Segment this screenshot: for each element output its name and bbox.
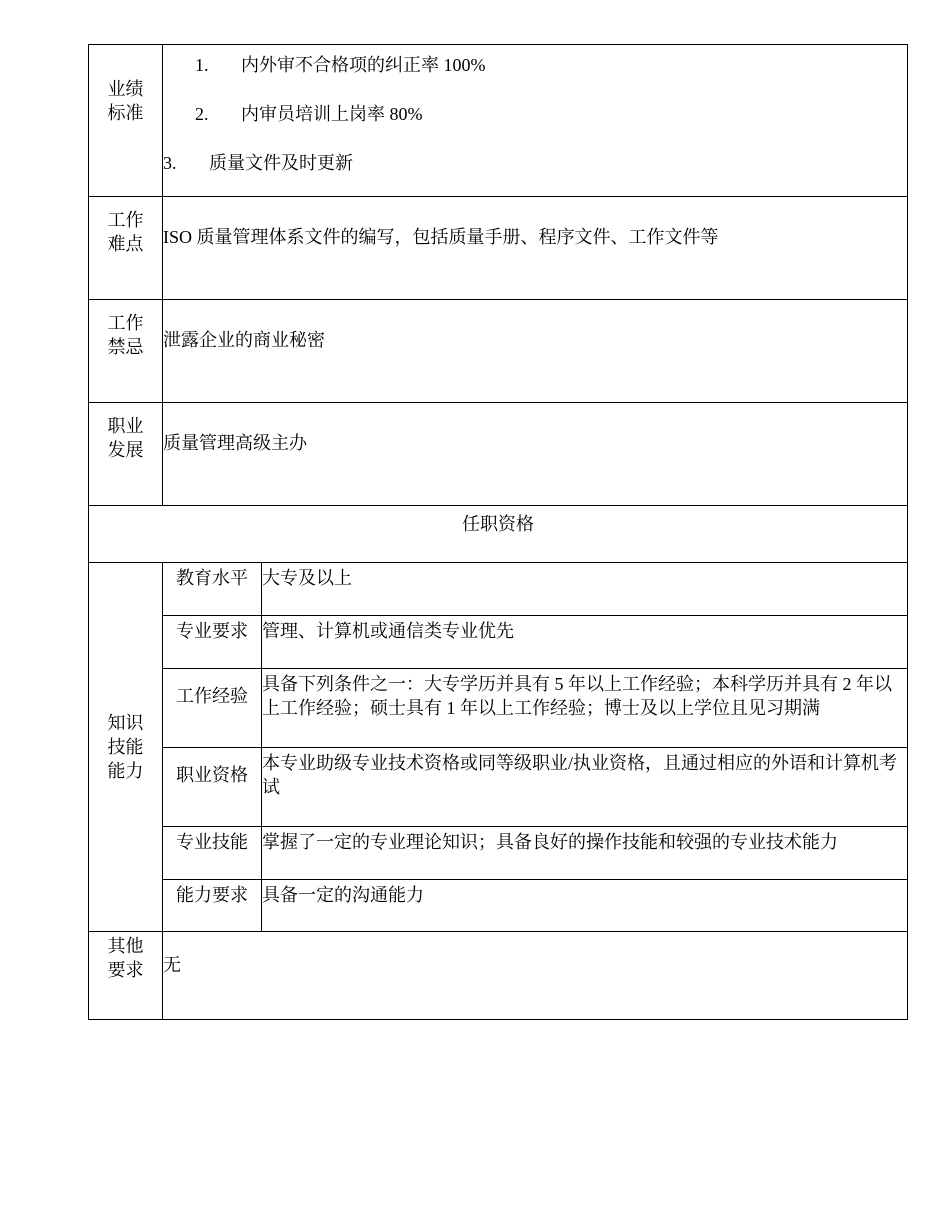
- qualifications-title-row: [89, 506, 908, 563]
- other-text: 无: [163, 932, 908, 1020]
- taboo-label: [89, 300, 163, 403]
- performance-item-num: 3.: [163, 153, 177, 173]
- taboo-label-line1: 工作: [107, 313, 144, 333]
- performance-row: [89, 45, 908, 197]
- qualification-row: [89, 669, 908, 748]
- performance-item-text: 质量文件及时更新: [209, 153, 353, 173]
- qualification-row: [89, 563, 908, 616]
- difficulty-label: [89, 197, 163, 300]
- qualification-row: [89, 748, 908, 827]
- performance-item: [163, 98, 907, 147]
- knowledge-label-line3: 能力: [107, 761, 144, 781]
- qualification-label: 能力要求: [163, 880, 262, 932]
- performance-label-line2: 标准: [107, 103, 144, 123]
- other-label: [89, 932, 163, 1020]
- qualification-value: 大专及以上: [262, 563, 908, 616]
- taboo-text: 泄露企业的商业秘密: [163, 300, 908, 403]
- career-row: [89, 403, 908, 506]
- other-label-line2: 要求: [107, 960, 144, 980]
- qualification-value: 掌握了一定的专业理论知识；具备良好的操作技能和较强的专业技术能力: [262, 827, 908, 880]
- qualification-value: 管理、计算机或通信类专业优先: [262, 616, 908, 669]
- qualification-value: 具备一定的沟通能力: [262, 880, 908, 932]
- qualifications-title: 任职资格: [89, 506, 908, 563]
- performance-item-num: 1.: [195, 55, 209, 75]
- career-label-line2: 发展: [107, 440, 144, 460]
- qualification-row: [89, 616, 908, 669]
- qualification-label: 专业要求: [163, 616, 262, 669]
- difficulty-label-line2: 难点: [107, 234, 144, 254]
- performance-item: [163, 147, 907, 196]
- knowledge-label-line2: 技能: [107, 737, 144, 757]
- difficulty-text: ISO 质量管理体系文件的编写，包括质量手册、程序文件、工作文件等: [163, 197, 908, 300]
- qualification-label: 工作经验: [163, 669, 262, 748]
- career-label: [89, 403, 163, 506]
- knowledge-label-line1: 知识: [107, 713, 144, 733]
- qualification-row: [89, 827, 908, 880]
- knowledge-skill-label: [89, 563, 163, 932]
- difficulty-label-line1: 工作: [107, 210, 144, 230]
- performance-content: [163, 45, 908, 197]
- qualification-label: 职业资格: [163, 748, 262, 827]
- qualification-label: 教育水平: [163, 563, 262, 616]
- taboo-label-line2: 禁忌: [107, 337, 144, 357]
- performance-item-text: 内外审不合格项的纠正率 100%: [241, 55, 486, 75]
- difficulty-row: [89, 197, 908, 300]
- career-text: 质量管理高级主办: [163, 403, 908, 506]
- performance-label: [89, 45, 163, 197]
- job-description-table: [88, 44, 908, 1020]
- career-label-line1: 职业: [107, 416, 144, 436]
- other-label-line1: 其他: [107, 936, 144, 956]
- taboo-row: [89, 300, 908, 403]
- performance-item-text: 内审员培训上岗率 80%: [241, 104, 423, 124]
- qualification-row: [89, 880, 908, 932]
- performance-label-line1: 业绩: [107, 79, 144, 99]
- qualification-value: 具备下列条件之一：大专学历并具有 5 年以上工作经验；本科学历并具有 2 年以上工作经验；硕士具有 1 年以上工作经验；博士及以上学位且见习期满: [262, 669, 908, 748]
- qualification-label: 专业技能: [163, 827, 262, 880]
- qualification-value: 本专业助级专业技术资格或同等级职业/执业资格，且通过相应的外语和计算机考试: [262, 748, 908, 827]
- other-row: [89, 932, 908, 1020]
- performance-item: [163, 49, 907, 98]
- performance-item-num: 2.: [195, 104, 209, 124]
